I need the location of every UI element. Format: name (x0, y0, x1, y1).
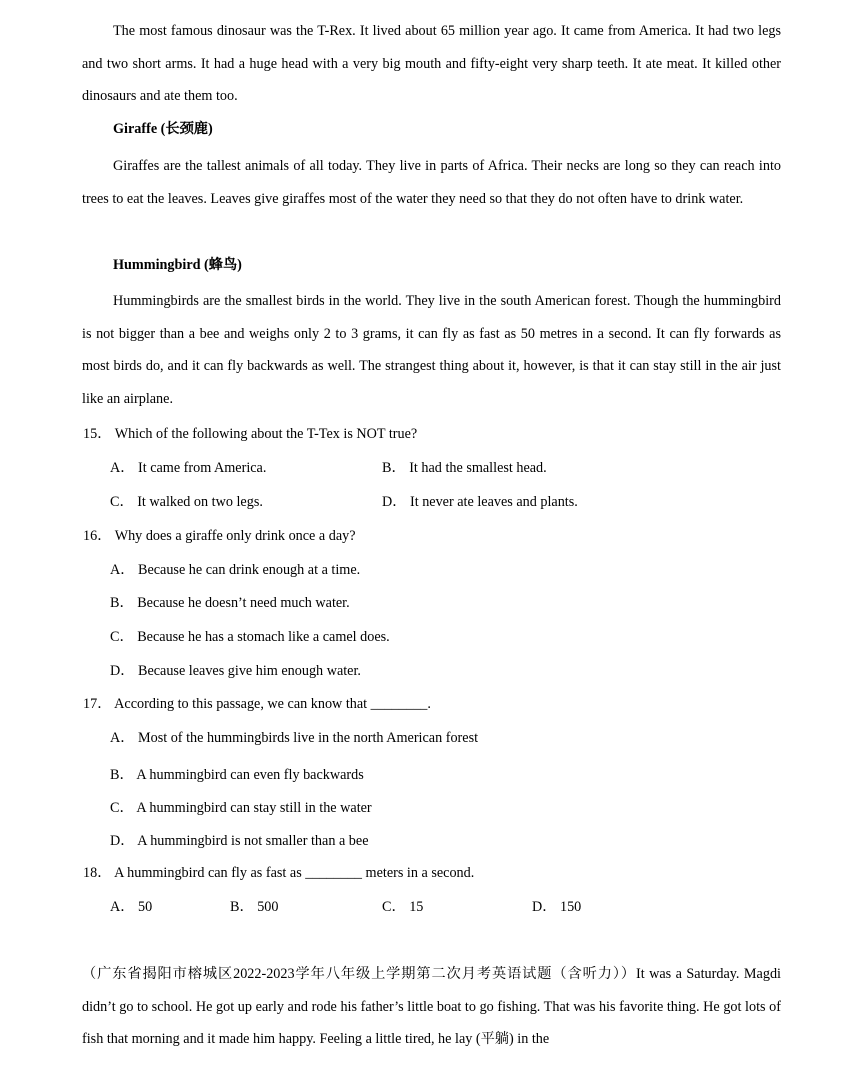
q15-option-b[interactable]: B． It had the smallest head. (382, 460, 547, 476)
q18-option-a[interactable]: A． 50 (110, 899, 153, 915)
trex-paragraph: The most famous dinosaur was the T-Rex. It lived about 65 million year ago. It came from America. It had two legs and two short arms. It had a huge head with a very big mouth and fifty-eight very sharp teeth. It ate meat. It killed other dinosaurs and ate them too. (82, 23, 781, 104)
q17-option-c[interactable]: C． A hummingbird can stay still in the water (110, 800, 372, 816)
q15-option-c[interactable]: C． It walked on two legs. (110, 494, 263, 510)
q15-option-a[interactable]: A． It came from America. (110, 460, 267, 476)
source-citation: （广东省揭阳市榕城区2022-2023学年八年级上学期第二次月考英语试题（含听力）） (82, 966, 636, 982)
question-17: 17． According to this passage, we can know that ________. (83, 696, 431, 712)
giraffe-heading: Giraffe (长颈鹿) (113, 121, 213, 137)
q18-option-b[interactable]: B． 500 (230, 899, 279, 915)
q17-option-d[interactable]: D． A hummingbird is not smaller than a bee (110, 833, 369, 849)
q16-option-a[interactable]: A． Because he can drink enough at a time. (110, 562, 361, 578)
hummingbird-paragraph: Hummingbirds are the smallest birds in the world. They live in the south American forest. Though the hummingbird is not bigger than a bee and weighs only 2 to 3 grams, it can fly as fast as 50 metres in a second. It can fly forwards as most birds do, and it can fly backwards as well. The strangest thing about it, however, is that it can stay still in the air just like an airplane. (82, 293, 781, 407)
q18-option-c[interactable]: C． 15 (382, 899, 424, 915)
question-18: 18． A hummingbird can fly as fast as ________ meters in a second. (83, 865, 475, 881)
q16-option-c[interactable]: C． Because he has a stomach like a camel does. (110, 629, 390, 645)
q15-option-d[interactable]: D． It never ate leaves and plants. (382, 494, 578, 510)
q17-option-b[interactable]: B． A hummingbird can even fly backwards (110, 767, 364, 783)
next-passage-text: It was a Saturday. Magdi didn’t go to school. He got up early and rode his father’s little boat to go fishing. That was his favorite thing. He got lots of fish that morning and it made him happy. Feeling a little tired, he lay (平躺) in the (82, 966, 781, 1047)
q18-option-d[interactable]: D． 150 (532, 899, 582, 915)
q17-option-a[interactable]: A． Most of the hummingbirds live in the north American forest (110, 730, 479, 746)
hummingbird-heading: Hummingbird (蜂鸟) (113, 257, 242, 273)
next-passage-paragraph (82, 958, 781, 1056)
question-15: 15． Which of the following about the T-Tex is NOT true? (83, 426, 418, 442)
q16-option-d[interactable]: D． Because leaves give him enough water. (110, 663, 361, 679)
giraffe-paragraph: Giraffes are the tallest animals of all today. They live in parts of Africa. Their necks are long so they can reach into trees to eat the leaves. Leaves give giraffes most of the water they need so that they do not often have to drink water. (82, 158, 781, 207)
question-16: 16． Why does a giraffe only drink once a day? (83, 528, 356, 544)
q16-option-b[interactable]: B． Because he doesn’t need much water. (110, 595, 350, 611)
